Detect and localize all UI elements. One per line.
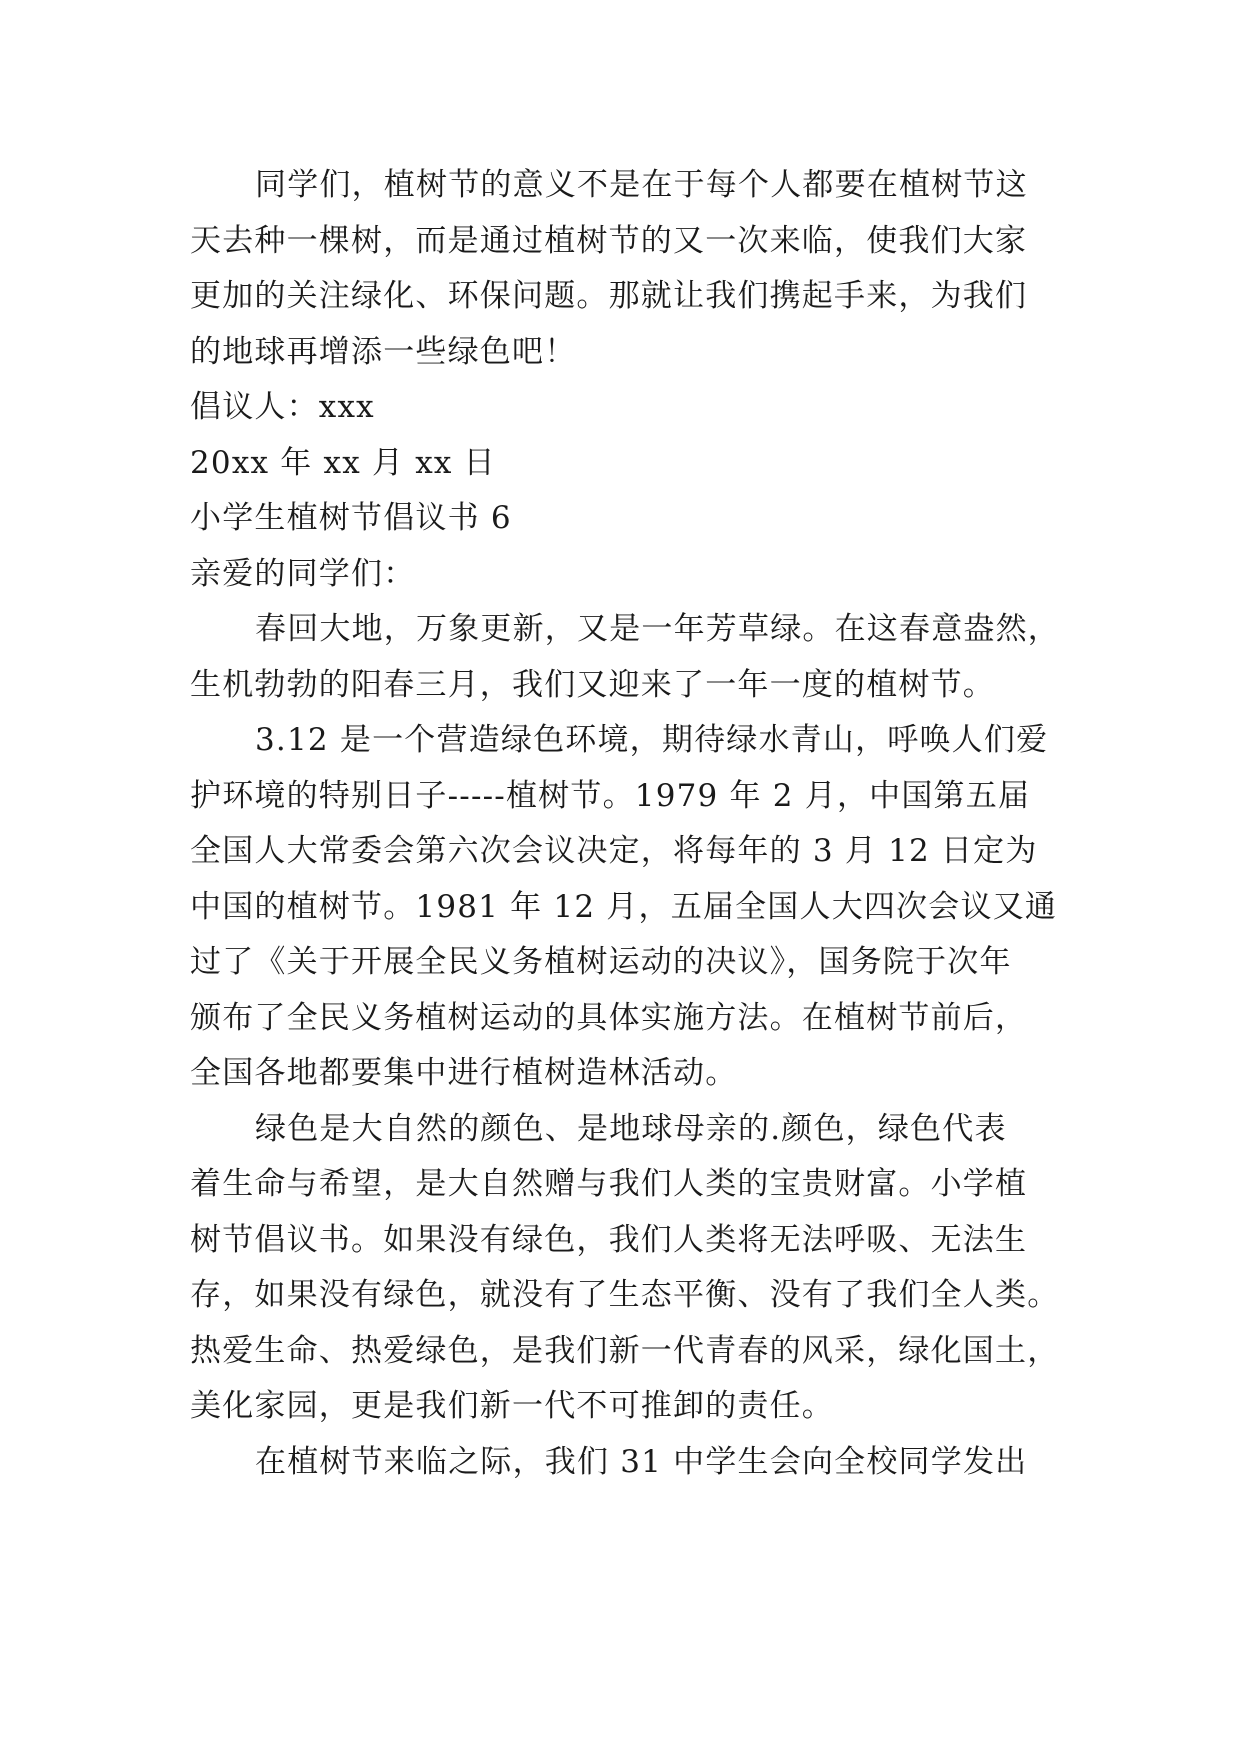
document-body: [190, 158, 1060, 1490]
salutation: 亲爱的同学们：: [190, 555, 416, 592]
text-line: 更加的关注绿化、环保问题。那就让我们携起手来，为我们: [190, 278, 1028, 314]
text-line: 美化家园，更是我们新一代不可推卸的责任。: [190, 1388, 834, 1424]
text-line: 3.12 是一个营造绿色环境，期待绿水青山，呼唤人们爱: [255, 722, 1049, 758]
text-line: 过了《关于开展全民义务植树运动的决议》，国务院于次年: [190, 944, 1012, 980]
date-line: 20xx 年 xx 月 xx 日: [190, 444, 496, 481]
text-line: 天去种一棵树，而是通过植树节的又一次来临，使我们大家: [190, 222, 1028, 259]
section-title: 小学生植树节倡议书 6: [190, 500, 512, 536]
text-line: 颁布了全民义务植树运动的具体实施方法。在植树节前后，: [190, 999, 1028, 1036]
text-line: 在植树节来临之际，我们 31 中学生会向全校同学发出: [255, 1443, 1028, 1480]
signature-line: 倡议人：xxx: [190, 389, 375, 425]
text-line: 春回大地，万象更新，又是一年芳草绿。在这春意盎然，: [255, 611, 1060, 647]
text-line: 树节倡议书。如果没有绿色，我们人类将无法呼吸、无法生: [190, 1221, 1028, 1258]
text-line: 绿色是大自然的颜色、是地球母亲的.颜色，绿色代表: [255, 1110, 1007, 1147]
text-line: 全国各地都要集中进行植树造林活动。: [190, 1055, 738, 1091]
text-line: 全国人大常委会第六次会议决定，将每年的 3 月 12 日定为: [190, 833, 1038, 869]
text-line: 护环境的特别日子-----植树节。1979 年 2 月，中国第五届: [190, 777, 1031, 814]
text-line: 着生命与希望，是大自然赠与我们人类的宝贵财富。小学植: [190, 1166, 1028, 1202]
text-line: 生机勃勃的阳春三月，我们又迎来了一年一度的植树节。: [190, 666, 995, 703]
text-line: 同学们，植树节的意义不是在于每个人都要在植树节这: [255, 167, 1028, 203]
text-line: 存，如果没有绿色，就没有了生态平衡、没有了我们全人类。: [190, 1277, 1060, 1313]
text-line: 的地球再增添一些绿色吧！: [190, 333, 577, 370]
text-line: 中国的植树节。1981 年 12 月，五届全国人大四次会议又通: [190, 888, 1058, 925]
text-line: 热爱生命、热爱绿色，是我们新一代青春的风采，绿化国土，: [190, 1332, 1060, 1369]
